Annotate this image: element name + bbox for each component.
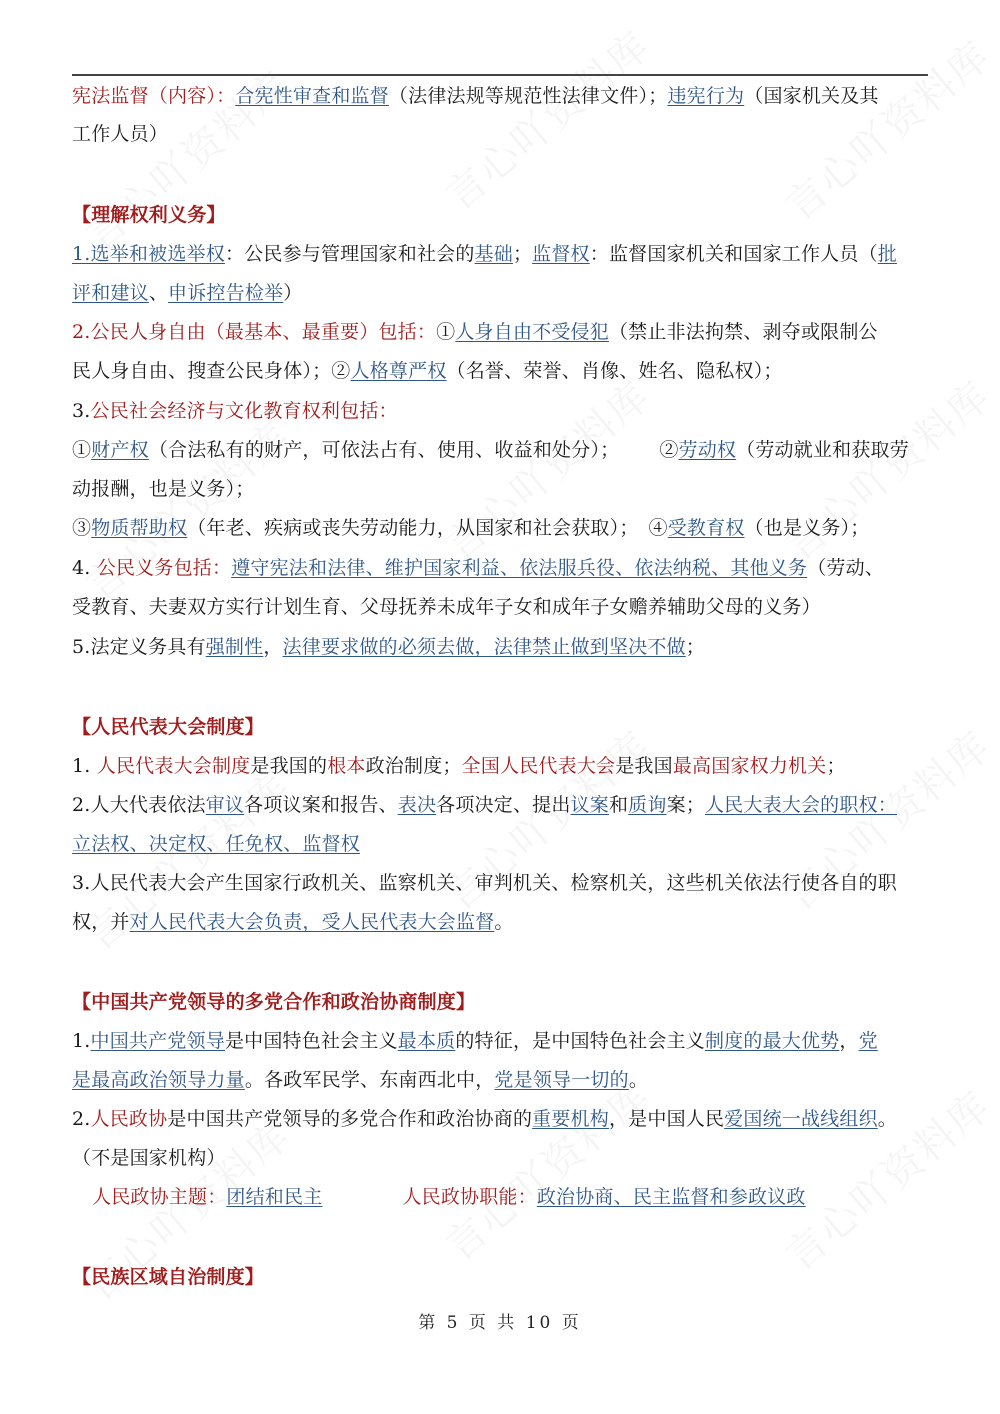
text: ，是中国人民: [608, 1108, 725, 1130]
npc-p2-line-1: [72, 791, 897, 819]
text: （合法私有的财产，可依法占有、使用、收益和处分）；: [148, 439, 620, 461]
supervision-item-1-note: （法律法规等规范性法律文件）；: [388, 85, 668, 107]
term-dignity: 人格尊严权: [350, 360, 447, 382]
term-property: 财产权: [91, 439, 149, 461]
term-greatest-advantage: 制度的最大优势: [704, 1030, 840, 1052]
term-education: 受教育权: [667, 517, 745, 539]
text: 是中国特色社会主义: [224, 1030, 398, 1052]
text: 的特征，是中国特色社会主义: [455, 1030, 705, 1052]
term-legal-duty-rule: 法律要求做的必须去做，法律禁止做到坚决不做: [282, 636, 686, 658]
item-number: 2.: [72, 1108, 91, 1130]
supervision-item-1: 合宪性审查和监督: [235, 85, 389, 107]
watermark-text: [771, 26, 1000, 232]
text: 是我国: [615, 755, 673, 777]
rights-p5: [72, 633, 705, 661]
item-number: 1.: [72, 755, 97, 777]
term-inquiry: 质询: [628, 794, 667, 816]
item-number: 1.: [72, 1030, 91, 1052]
text: ；: [826, 755, 846, 777]
term-review: 审议: [205, 794, 245, 816]
rights-p2-line-2: [72, 357, 783, 385]
text: （名誉、荣誉、肖像、姓名、隐私权）；: [446, 360, 783, 382]
text: 和: [608, 794, 629, 816]
term-bill: 议案: [570, 794, 609, 816]
section-heading-npc: 【人民代表大会制度】: [72, 716, 265, 738]
rights-p4-line-1: [72, 554, 884, 582]
text: （不是国家机构）: [72, 1147, 226, 1169]
personal-freedom-title: 2.公民人身自由（最基本、最重要）包括：: [72, 321, 437, 343]
term-compulsory: 强制性: [205, 636, 264, 658]
section-heading-rights: 【理解权利义务】: [72, 204, 226, 226]
text: ：公民参与管理国家和社会的: [224, 243, 475, 265]
text: ，: [839, 1030, 859, 1052]
term-complaint: 申诉控告检举: [168, 282, 284, 304]
term-basis: 基础: [474, 243, 513, 265]
text: 2.人大代表依法: [72, 794, 206, 816]
text: 各项决定、提出: [436, 794, 571, 816]
term-personal-freedom: 人身自由不受侵犯: [455, 321, 609, 343]
rights-p4-line-2: [72, 593, 821, 621]
text: ④: [648, 517, 668, 539]
text: 民人身自由、搜查公民身体）；②: [72, 360, 351, 382]
cppcc-function-value: 政治协商、民主监督和参政议政: [536, 1186, 806, 1208]
term-cpc-leadership: 中国共产党领导: [90, 1030, 225, 1052]
duties-title: 公民义务包括：: [96, 557, 232, 579]
text: 动报酬，也是义务）；: [72, 478, 255, 500]
term-accountability: 对人民代表大会负责，受人民代表大会监督: [129, 911, 495, 933]
cpc-p2-line-2: [72, 1144, 226, 1172]
term-united-front: 爱国统一战线组织: [724, 1108, 878, 1130]
cpc-p3: [92, 1183, 806, 1211]
text: 案；: [666, 794, 705, 816]
socio-economic-title: 公民社会经济与文化教育权利包括：: [90, 400, 398, 422]
cppcc-function-label: 人民政协职能：: [402, 1186, 537, 1208]
cppcc-theme-value: 团结和民主: [226, 1186, 323, 1208]
term-fundamental: 根本: [327, 755, 366, 777]
rights-p3-line-1: [72, 436, 909, 464]
item-number: 4.: [72, 557, 97, 579]
npc-p3-line-2: [72, 908, 514, 936]
text: （年老、疾病或丧失劳动能力，从国家和社会获取）；: [187, 517, 639, 539]
right-election: 1.选举和被选举权: [72, 243, 225, 265]
term-npc: 全国人民代表大会: [461, 755, 616, 777]
section-heading-cpc: 【中国共产党领导的多党合作和政治协商制度】: [72, 991, 476, 1013]
npc-p2-line-2: [72, 830, 360, 858]
term-npc-powers: 人民大表大会的职权：: [704, 794, 897, 816]
term-party-leads-all: 党是领导一切的: [494, 1069, 629, 1091]
page-footer: 第 5 页 共 10 页: [418, 1313, 582, 1333]
supervision-item-2-note-cont: 工作人员）: [72, 123, 169, 145]
text: ；: [685, 636, 705, 658]
text: 。各政军民学、东南西北中，: [244, 1069, 495, 1091]
text: 。: [877, 1108, 897, 1130]
supervision-line-2: [72, 120, 168, 148]
term-highest-organ: 最高国家权力机关: [672, 755, 827, 777]
text: ①: [72, 439, 92, 461]
supervision-item-2-note: （国家机关及其: [744, 85, 879, 107]
rights-p3-line-3: [72, 514, 869, 542]
text: ；: [512, 243, 533, 265]
text: 是我国的: [250, 755, 328, 777]
term-essential: 最本质: [397, 1030, 456, 1052]
term-vote: 表决: [397, 794, 437, 816]
supervision-label: 宪法监督（内容）：: [72, 85, 236, 107]
text: 5.法定义务具有: [72, 636, 206, 658]
right-supervision: 监督权: [532, 243, 590, 265]
watermark-text: [431, 16, 661, 222]
rights-p1-line-2: [72, 279, 302, 307]
cpc-p1-line-2: [72, 1066, 648, 1094]
term-material-assistance: 物质帮助权: [91, 517, 188, 539]
term-npc-system: 人民代表大会制度: [96, 755, 251, 777]
supervision-item-2: 违宪行为: [667, 85, 745, 107]
term-npc-powers-list: 立法权、决定权、任免权、监督权: [72, 833, 361, 855]
term-important-body: 重要机构: [532, 1108, 609, 1130]
term-labor: 劳动权: [678, 439, 737, 461]
text: 政治制度；: [365, 755, 462, 777]
term-criticism: 批: [877, 243, 897, 265]
text: （禁止非法拘禁、剥夺或限制公: [608, 321, 878, 343]
text: 、: [148, 282, 169, 304]
text: 。: [494, 911, 514, 933]
npc-p1: [72, 752, 846, 780]
cpc-p1-line-1: [72, 1027, 878, 1055]
text: ②: [659, 439, 679, 461]
rights-p3-title: [72, 397, 398, 425]
cpc-p2-line-1: [72, 1105, 897, 1133]
rights-p2-line-1: [72, 318, 878, 346]
term-criticism-cont: 评和建议: [72, 282, 149, 304]
term-duties: 遵守宪法和法律、维护国家利益、依法服兵役、依法纳税、其他义务: [231, 557, 808, 579]
term-highest-leadership: 是最高政治领导力量: [72, 1069, 245, 1091]
text: （劳动就业和获取劳: [736, 439, 909, 461]
term-cppcc: 人民政协: [90, 1108, 168, 1130]
text: 各项议案和报告、: [244, 794, 398, 816]
cppcc-theme-label: 人民政协主题：: [92, 1186, 227, 1208]
supervision-line-1: [72, 82, 879, 110]
item-number: 3.: [72, 400, 91, 422]
text: ①: [436, 321, 456, 343]
section-heading-ethnic: 【民族区域自治制度】: [72, 1266, 265, 1288]
text: 。: [628, 1069, 649, 1091]
text: 受教育、夫妻双方实行计划生育、父母抚养未成年子女和成年子女赡养辅助父母的义务）: [72, 596, 821, 618]
rights-p3-line-2: [72, 475, 255, 503]
npc-p3-line-1: [72, 869, 897, 897]
text: ）: [283, 282, 303, 304]
text: 3.人民代表大会产生国家行政机关、监察机关、审判机关、检察机关，这些机关依法行使各自的职: [72, 872, 897, 894]
text: ，: [263, 636, 283, 658]
text: （也是义务）；: [744, 517, 870, 539]
header-rule: [72, 74, 928, 76]
watermark-text: [431, 1066, 661, 1272]
text: 是中国共产党领导的多党合作和政治协商的: [167, 1108, 533, 1130]
text: 权，并: [72, 911, 130, 933]
text: ：监督国家机关和国家工作人员（: [589, 243, 878, 265]
text: （劳动、: [807, 557, 885, 579]
rights-p1-line-1: [72, 240, 897, 268]
term-party: 党: [858, 1030, 878, 1052]
text: ③: [72, 517, 92, 539]
